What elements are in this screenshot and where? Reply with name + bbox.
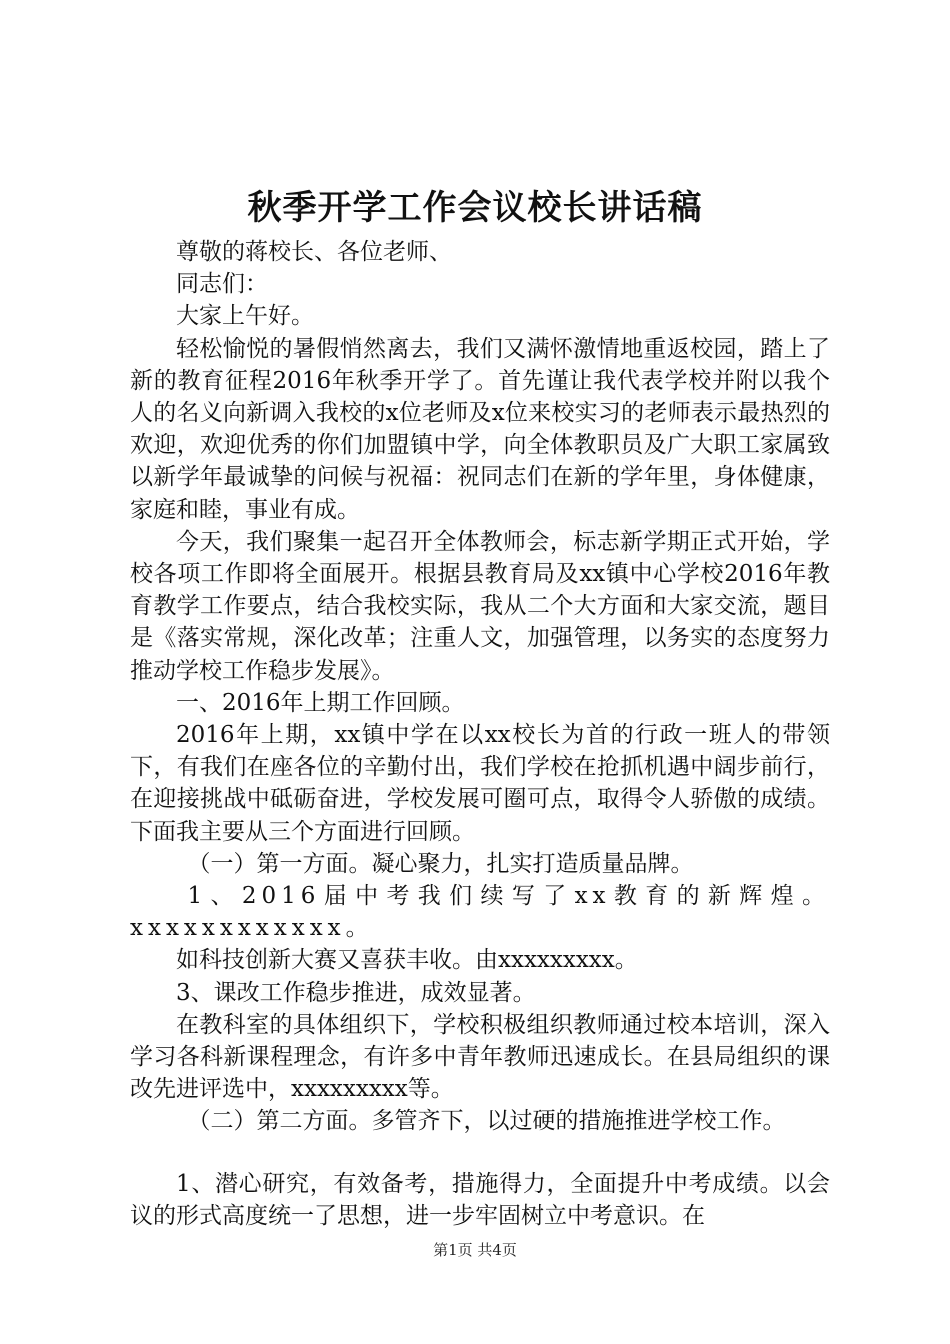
page-footer: 第1页 共4页 (433, 1241, 517, 1259)
salutation-paragraph: 尊敬的蒋校长、各位老师、 (176, 239, 452, 265)
body-paragraph: 2016年上期，xx镇中学在以xx校长为首的行政一班人的带领下，有我们在座各位的辛勤付出，我们学校在抢抓机遇中阔步前行，在迎接挑战中砥砺奋进，学校发展可圈可点，取得令人骄傲的成绩。下面我主要从三个方面进行回顾。 (130, 722, 830, 845)
greeting-paragraph: 大家上午好。 (176, 303, 314, 330)
document-title: 秋季开学工作会议校长讲话稿 (247, 188, 703, 228)
body-paragraph: 在教科室的具体组织下，学校积极组织教师通过校本培训，深入学习各科新课程理念，有许多中青年教师迅速成长。在县局组织的课改先进评选中，xxxxxxxxx等。 (130, 1011, 830, 1103)
salutation-paragraph: 同志们： (176, 271, 268, 298)
body-paragraph: 1、潜心研究，有效备考，措施得力，全面提升中考成绩。以会议的形式高度统一了思想，进一步牢固树立中考意识。在 (130, 1170, 830, 1229)
body-paragraph: 今天，我们聚集一起召开全体教师会，标志新学期正式开始，学校各项工作即将全面展开。根据县教育局及xx镇中心学校2016年教育教学工作要点，结合我校实际，我从二个大方面和大家交流，题目是《落实常规，深化改革；注重人文，加强管理，以务实的态度努力推动学校工作稳步发展》。 (130, 528, 830, 684)
body-paragraph: 3、课改工作稳步推进，成效显著。 (176, 979, 536, 1006)
section-heading: 一、2016年上期工作回顾。 (176, 689, 465, 716)
body-paragraph: 1、2016届中考我们续写了xx教育的新辉煌。xxxxxxxxxxxx。 (130, 883, 830, 942)
subsection-heading: （一）第一方面。凝心聚力，扎实打造质量品牌。 (187, 850, 694, 877)
body-paragraph: 轻松愉悦的暑假悄然离去，我们又满怀激情地重返校园，踏上了新的教育征程2016年秋季开学了。首先谨让我代表学校并附以我个人的名义向新调入我校的x位老师及x位来校实习的老师表示最热烈的欢迎，欢迎优秀的你们加盟镇中学，向全体教职员及广大职工家属致以新学年最诚挚的问候与祝福：祝同志们在新的学年里，身体健康，家庭和睦，事业有成。 (130, 335, 830, 523)
body-paragraph: 如科技创新大赛又喜获丰收。由xxxxxxxxx。 (176, 947, 638, 974)
document-body (130, 236, 830, 1232)
subsection-heading: （二）第二方面。多管齐下，以过硬的措施推进学校工作。 (187, 1108, 786, 1135)
paragraph-spacer (130, 1138, 830, 1168)
